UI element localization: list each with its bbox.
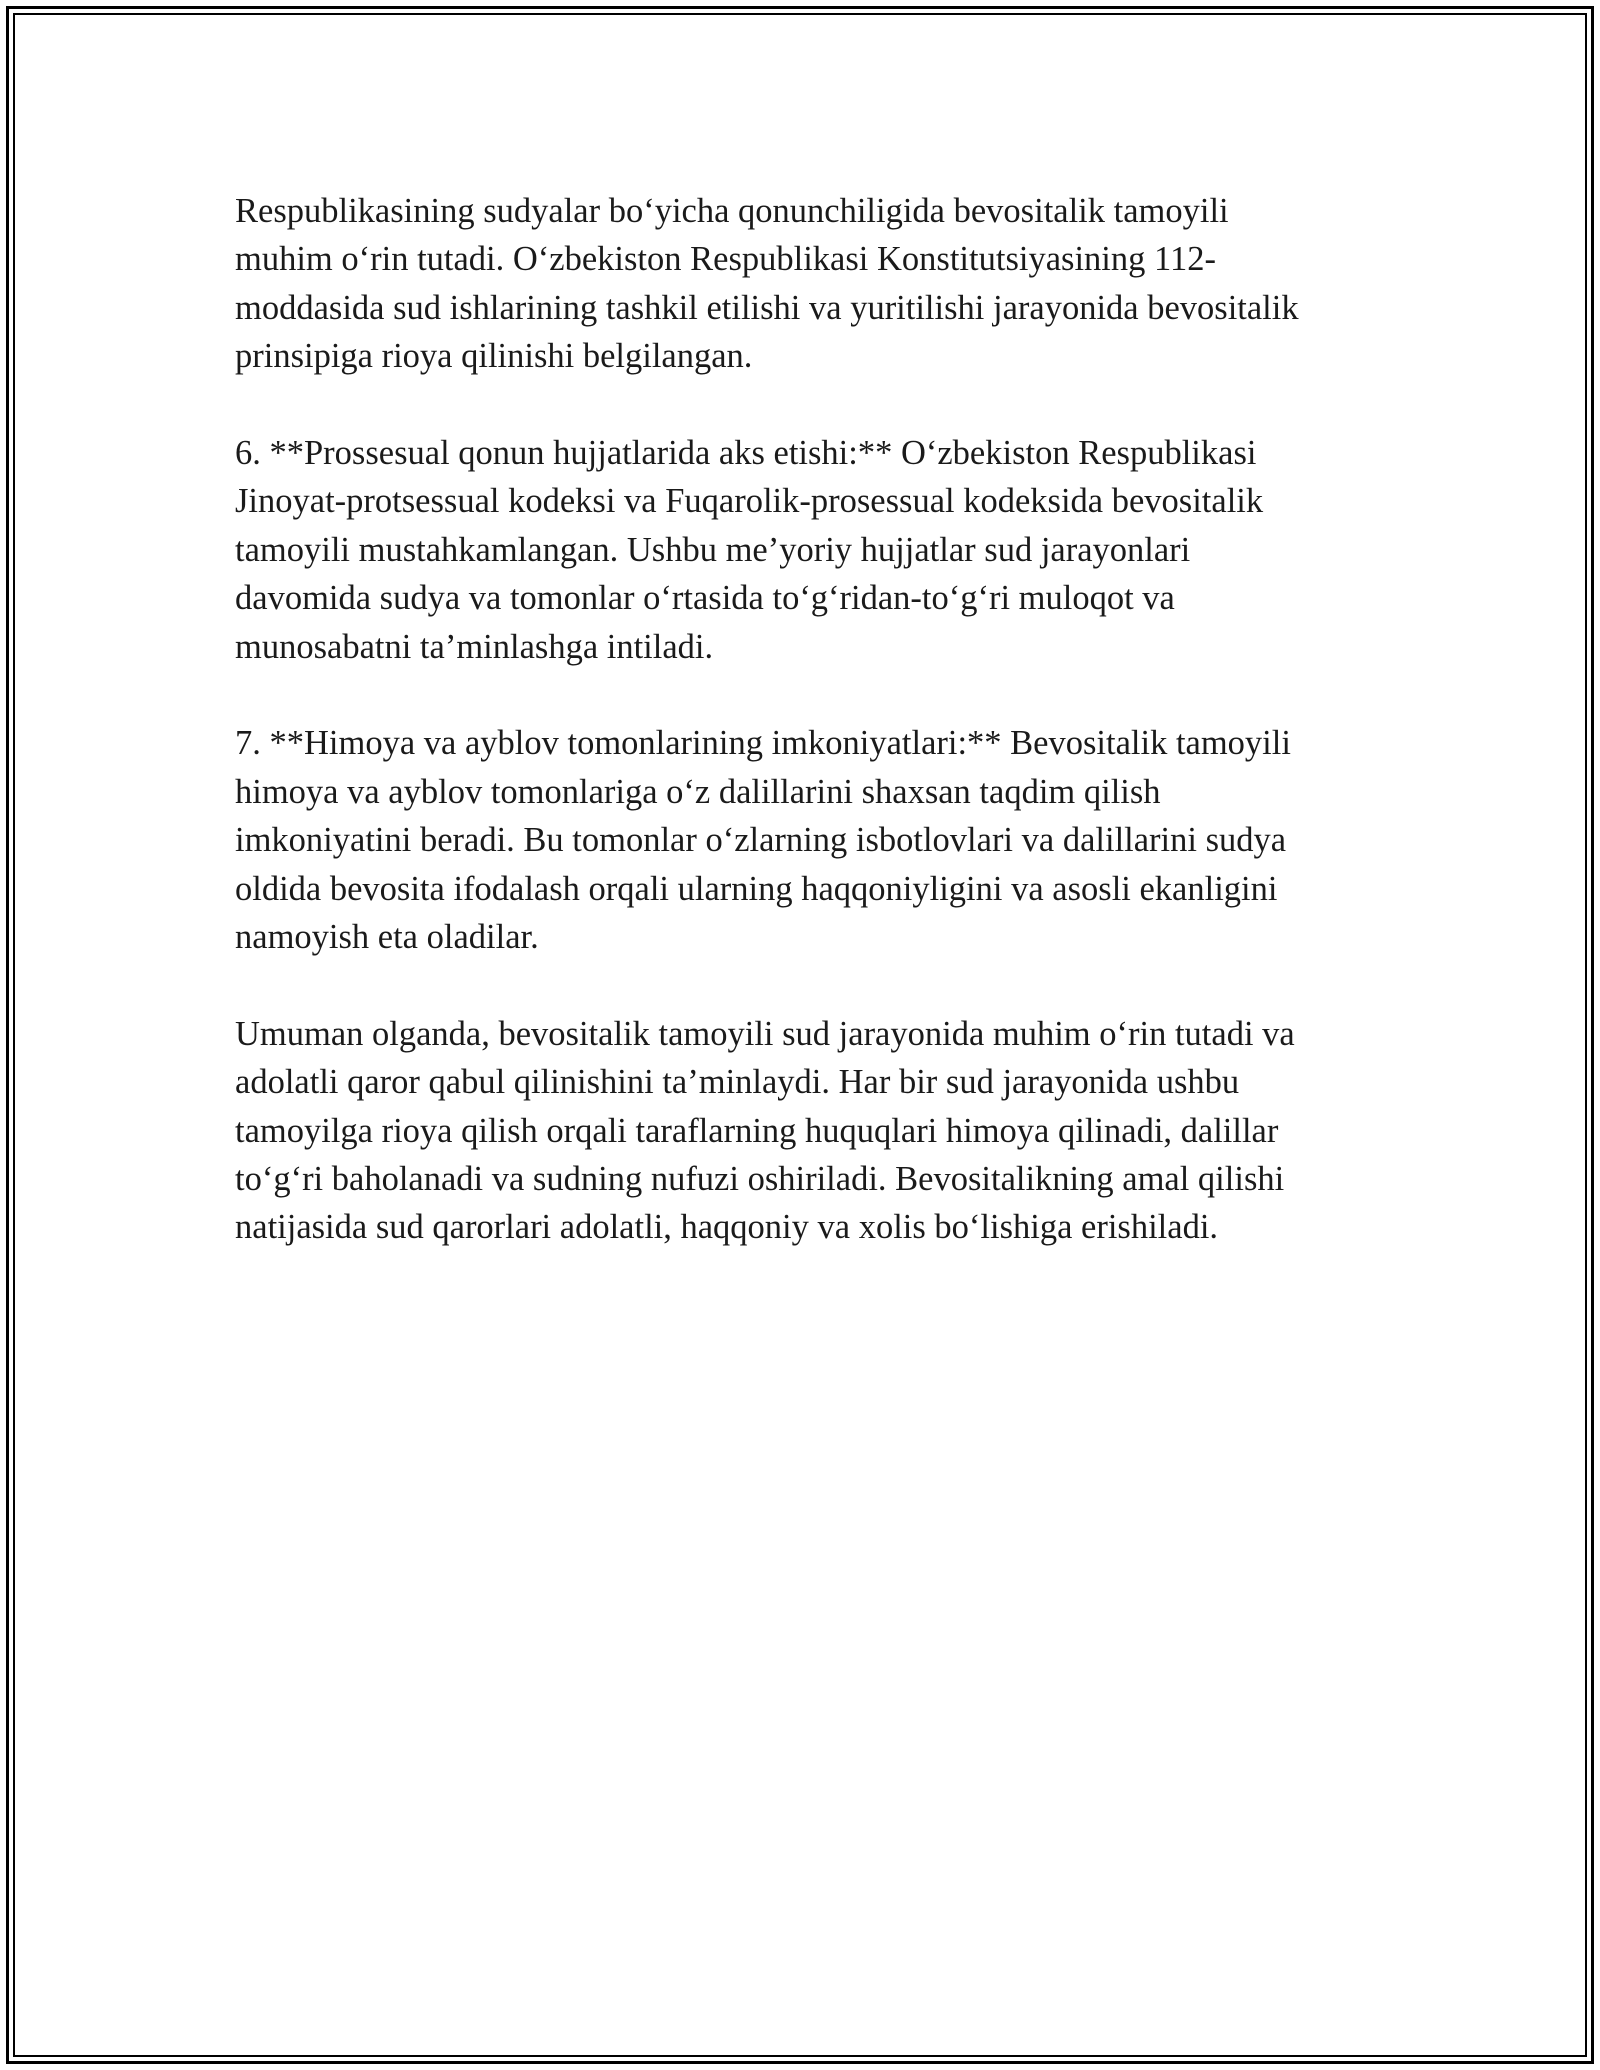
document-body (235, 187, 1375, 1252)
paragraph-item-6: 6. **Prossesual qonun hujjatlarida aks etishi:** O‘zbekiston Respublikasi Jinoyat-protsessual kodeksi va Fuqarolik-prosessual kodeksida bevositalik tamoyili mustahkamlangan. Ushbu me’yoriy hujjatlar sud jarayonlari davomida sudya va tomonlar o‘rtasida to‘g‘ridan-to‘g‘ri muloqot va munosabatni ta’minlashga intiladi. (235, 434, 1264, 666)
paragraph-item-7: 7. **Himoya va ayblov tomonlarining imkoniyatlari:** Bevositalik tamoyili himoya va ayblov tomonlariga o‘z dalillarini shaxsan taqdim qilish imkoniyatini beradi. Bu tomonlar o‘zlarning isbotlovlari va dalillarini sudya oldida bevosita ifodalash orqali ularning haqqoniyligini va asosli ekanligini namoyish eta oladilar. (235, 724, 1291, 957)
paragraph-conclusion: Umuman olganda, bevositalik tamoyili sud jarayonida muhim o‘rin tutadi va adolatli qaror qabul qilinishini ta’minlaydi. Har bir sud jarayonida ushbu tamoyilga rioya qilish orqali taraflarning huquqlari himoya qilinadi, dalillar to‘g‘ri baholanadi va sudning nufuzi oshiriladi. Bevositalikning amal qilishi natijasida sud qarorlari adolatli, haqqoniy va xolis bo‘lishiga erishiladi. (235, 1014, 1295, 1247)
paragraph-intro: Respublikasining sudyalar bo‘yicha qonunchiligida bevositalik tamoyili muhim o‘rin tutadi. O‘zbekiston Respublikasi Konstitutsiyasining 112- moddasida sud ishlarining tashkil etilishi va yuritilishi jarayonida bevositalik prinsipiga rioya qilinishi belgilangan. (235, 192, 1299, 376)
